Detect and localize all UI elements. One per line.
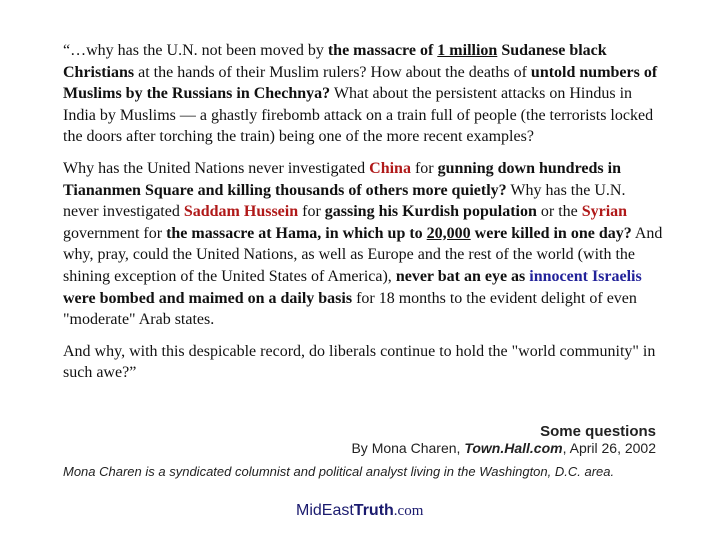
source-byline <box>351 440 656 456</box>
text-run: for <box>410 159 438 177</box>
text-run: 20,000 <box>426 224 471 242</box>
quote-body <box>63 40 663 394</box>
text-run: Why has the U.N. never investigated <box>63 181 626 221</box>
text-run: gassing his Kurdish population <box>324 203 537 221</box>
byline-prefix: By Mona Charen, <box>351 440 465 456</box>
text-run: And why, pray, could the United Nations, as well as Europe and the rest of the world (with the shining exception of the United States of America), <box>63 224 663 285</box>
text-run: the massacre of <box>327 42 438 59</box>
text-run: for <box>298 203 325 221</box>
text-run: Syrian <box>581 203 628 221</box>
text-run: at the hands of their Muslim rulers? How about the deaths of <box>134 63 531 81</box>
logo-part-2: Truth <box>353 502 394 519</box>
text-run: “…why has the U.N. not been moved by <box>63 42 328 59</box>
text-run: for 18 months to the evident delight of even "moderate" Arab states. <box>63 289 637 329</box>
text-run: innocent Israelis <box>529 267 642 285</box>
text-run: gunning down hundreds in Tiananmen Square and killing thousands of others more quietly? <box>63 159 621 199</box>
text-run: What about the persistent attacks on Hindus in India by Muslims — a ghastly firebomb attack on a train full of people (the terrorists locked the doors after torching the train) being one of the more recent examples? <box>63 85 654 146</box>
logo-part-1: MidEast <box>296 502 354 519</box>
site-logo <box>296 502 423 520</box>
text-run: Why has the United Nations never investigated <box>63 159 370 177</box>
quote-paragraph-2 <box>63 158 663 331</box>
text-run: Sudanese black Christians <box>63 42 607 81</box>
quote-paragraph-3 <box>63 341 663 384</box>
text-run: government for <box>63 224 167 242</box>
source-title: Some questions <box>540 423 656 440</box>
text-run: or the <box>536 203 582 221</box>
text-run: were bombed and maimed on a daily basis <box>63 289 353 307</box>
logo-part-3: .com <box>393 503 424 519</box>
text-run: untold numbers of Muslims by the Russians in Chechnya? <box>63 63 658 103</box>
text-run: And why, with this despicable record, do liberals continue to hold the "world community" in such awe?” <box>63 342 656 382</box>
byline-site: Town.Hall.com <box>464 440 563 456</box>
text-run: Saddam Hussein <box>183 203 299 221</box>
author-bio: Mona Charen is a syndicated columnist and political analyst living in the Washington, D.C. area. <box>63 464 615 479</box>
text-run: the massacre at Hama, in which up to <box>166 224 427 242</box>
text-run: were killed in one day? <box>470 224 632 242</box>
quote-paragraph-1 <box>63 40 663 148</box>
text-run: 1 million <box>437 42 498 59</box>
text-run: China <box>369 159 411 177</box>
byline-date: , April 26, 2002 <box>562 440 656 456</box>
text-run: never bat an eye as <box>395 267 530 285</box>
